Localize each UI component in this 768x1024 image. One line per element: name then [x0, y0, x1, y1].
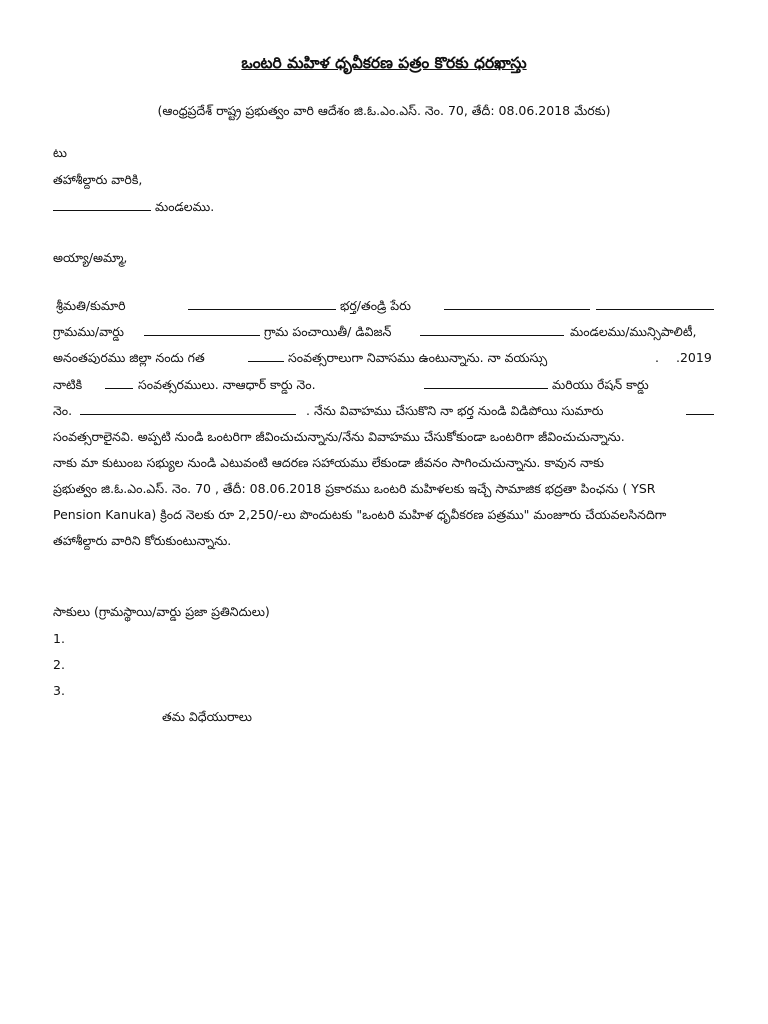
closing-signature-label: తమ విధేయురాలు: [162, 709, 252, 724]
separation-years-blank[interactable]: [686, 403, 714, 415]
body-line-6: సంవత్సరాలైనవి. అప్పటి నుండి ఒంటరిగా జీవించుచున్నాను/నేను వివాహము చేసుకోకుండా ఒంటరిగా జీవించుచున్నాను.: [53, 429, 625, 444]
age-years-blank[interactable]: [105, 377, 133, 389]
witnesses-heading: సాకులు (గ్రామస్థాయి/వార్డు ప్రజా ప్రతినిదులు): [53, 604, 270, 619]
label-husband-father-name: భర్త/తండ్రి పేరు: [340, 298, 411, 313]
label-number: నెం.: [53, 403, 73, 418]
body-line-7: నాకు మా కుటుంబ సభ్యుల నుండి ఎటువంటి ఆదరణ సహాయము లేకుండా జీవనం సాగించుచున్నాను. కావున నాకు: [53, 455, 604, 470]
salutation: అయ్యా/అమ్మా,: [53, 250, 128, 265]
name-blank[interactable]: [188, 298, 336, 310]
address-to: టు: [53, 145, 67, 160]
address-mandal-line: [53, 199, 214, 215]
label-mandal-municipality: మండలము/మున్సిపాలిటీ,: [570, 324, 697, 339]
witness-item: 3.: [53, 683, 65, 698]
witness-item: 2.: [53, 657, 65, 672]
document-subtitle: (ఆంధ్రప్రదేశ్ రాష్ట్ర ప్రభుత్వం వారి ఆదేశం జి.ఓ.ఎం.ఎస్. నెం. 70, తేదీ: 08.06.2018 మేరకు): [157, 103, 611, 118]
years-resident-blank[interactable]: [248, 350, 284, 362]
date-dot: .: [655, 350, 659, 365]
year-2019: .2019: [676, 350, 712, 365]
label-as-of: నాటికి: [53, 377, 83, 392]
body-line-8: ప్రభుత్వం జి.ఓ.ఎం.ఎస్. నెం. 70 , తేదీ: 08.06.2018 ప్రకారము ఒంటరి మహిళలకు ఇచ్చే సామాజిక భద్రతా పింఛను ( YSR: [53, 481, 656, 496]
address-mandal: మండలము.: [154, 199, 215, 214]
label-residence-age: సంవత్సరాలుగా నివాసము ఉంటున్నాను. నా వయస్సు: [288, 350, 548, 365]
husband-father-name-blank-2[interactable]: [596, 298, 714, 310]
village-ward-blank[interactable]: [144, 324, 260, 336]
label-aadhaar: సంవత్సరములు. నాఆధార్ కార్డు నెం.: [138, 377, 316, 392]
label-village-ward: గ్రామము/వార్డు: [53, 324, 124, 339]
label-panchayat-division: గ్రామ పంచాయితీ/ డివిజన్: [264, 324, 392, 339]
document-title: ఒంటరి మహిళ ధృవీకరణ పత్రం కొరకు ధరఖాస్తు: [241, 54, 527, 72]
witness-item: 1.: [53, 631, 65, 646]
body-line-9: Pension Kanuka) క్రింద నెలకు రూ 2,250/-లు పొందుటకు "ఒంటరి మహిళ ధృవీకరణ పత్రము" మంజూరు చేయవలసినదిగా: [53, 507, 667, 522]
label-separated: . నేను వివాహము చేసుకొని నా భర్త నుండి విడిపోయి సుమారు: [306, 403, 604, 418]
label-ration-card: మరియు రేషన్ కార్డు: [552, 377, 649, 392]
label-district-since: అనంతపురము జిల్లా నందు గత: [53, 350, 205, 365]
mandal-blank[interactable]: [53, 199, 151, 211]
panchayat-division-blank[interactable]: [420, 324, 564, 336]
label-name: శ్రీమతి/కుమారి: [56, 298, 126, 313]
ration-card-number-blank[interactable]: [80, 403, 296, 415]
husband-father-name-blank[interactable]: [444, 298, 590, 310]
body-line-10: తహాశీల్దారు వారిని కోరుకుంటున్నాను.: [53, 533, 232, 548]
aadhaar-number-blank[interactable]: [424, 377, 548, 389]
address-officer: తహాశీల్దారు వారికి,: [53, 172, 143, 187]
